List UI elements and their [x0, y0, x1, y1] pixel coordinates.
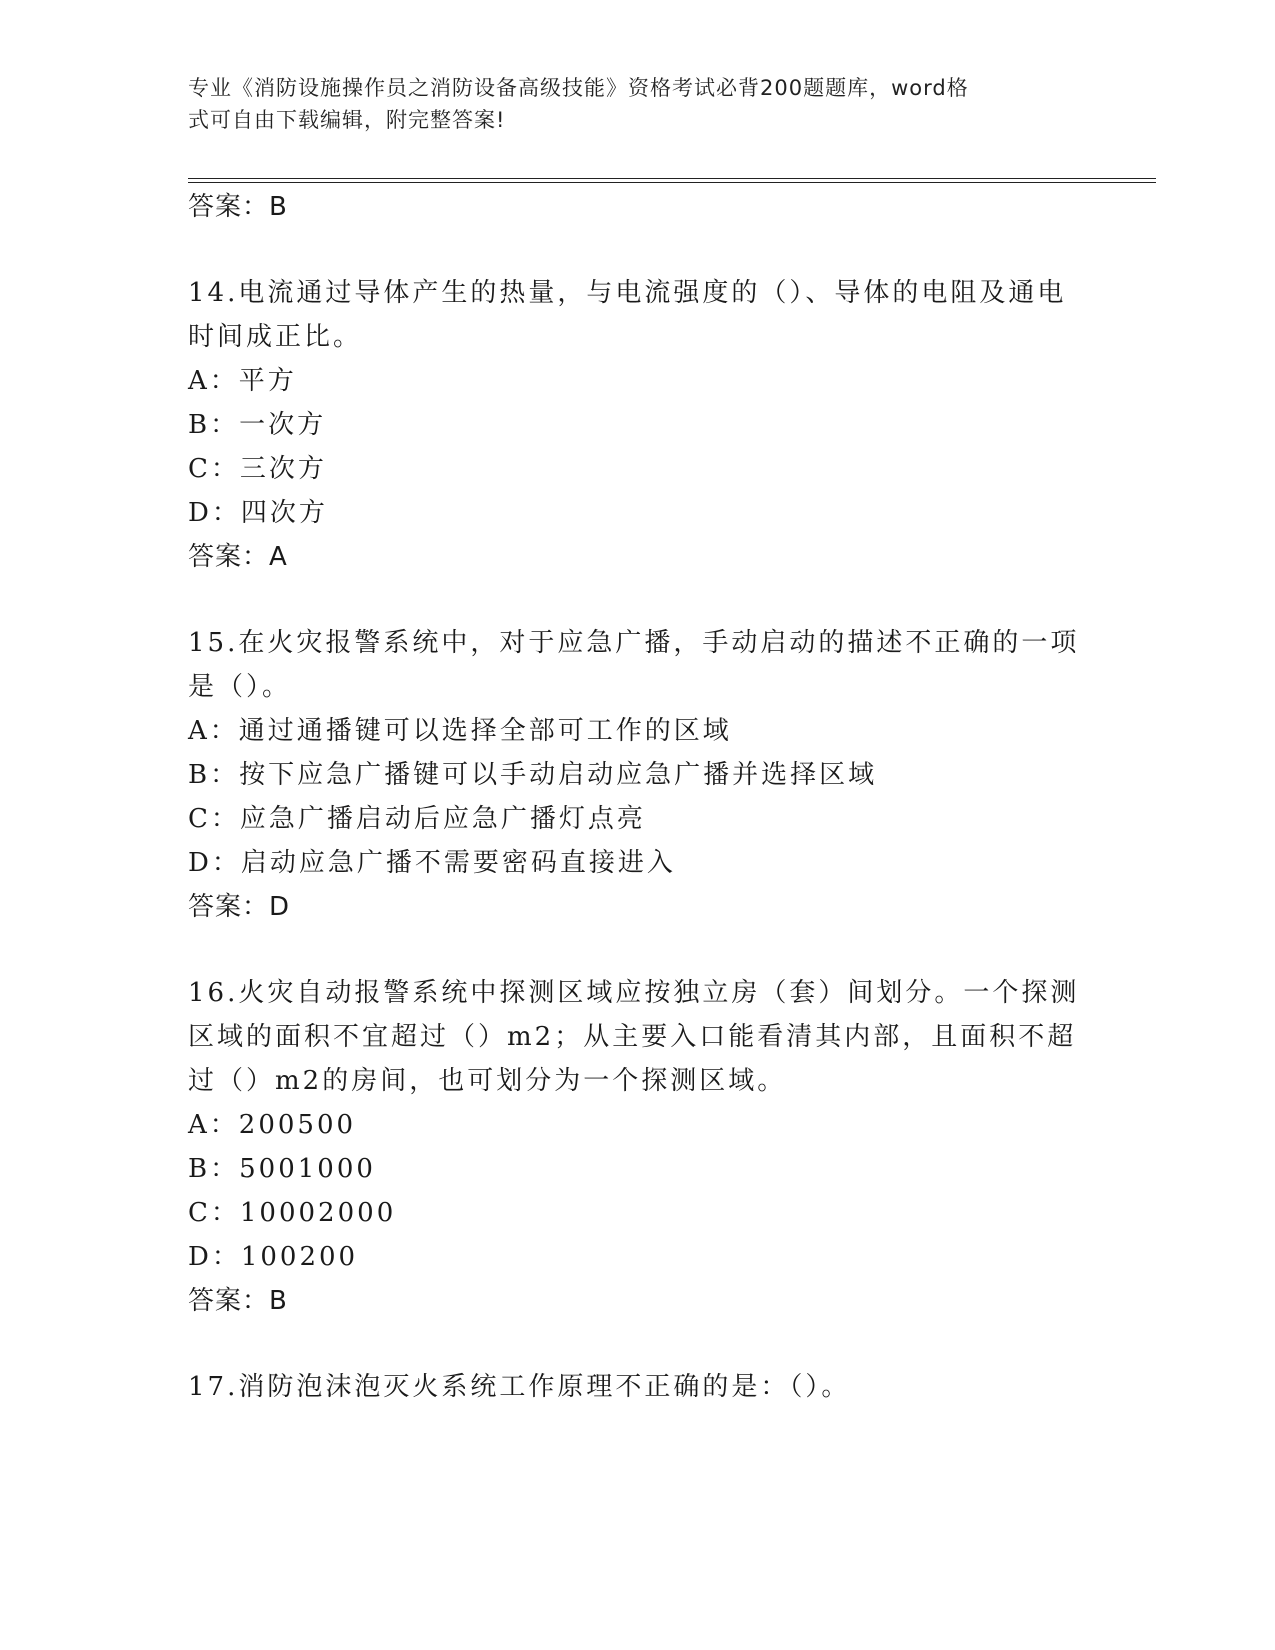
answer-line: 答案：D	[188, 892, 291, 922]
option-c: C：三次方	[188, 454, 327, 484]
option-b: B：5001000	[188, 1154, 376, 1184]
option-a: A：200500	[188, 1110, 357, 1140]
document-header	[188, 72, 1068, 136]
option-a: A：通过通播键可以选择全部可工作的区域	[188, 716, 732, 746]
header-line-1: 专业《消防设施操作员之消防设备高级技能》资格考试必背200题题库，word格	[188, 76, 969, 100]
option-b: B：一次方	[188, 410, 327, 440]
question-stem: 16.火灾自动报警系统中探测区域应按独立房（套）间划分。一个探测	[188, 978, 1080, 1008]
header-divider	[188, 178, 1156, 183]
option-b: B：按下应急广播键可以手动启动应急广播并选择区域	[188, 760, 878, 790]
question-stem: 过（）m2的房间，也可划分为一个探测区域。	[188, 1066, 787, 1096]
question-stem: 时间成正比。	[188, 322, 363, 352]
answer-line: 答案：B	[188, 192, 288, 222]
option-a: A：平方	[188, 366, 297, 396]
question-stem: 15.在火灾报警系统中，对于应急广播，手动启动的描述不正确的一项	[188, 628, 1080, 658]
question-stem: 14.电流通过导体产生的热量，与电流强度的（）、导体的电阻及通电	[188, 278, 1067, 308]
option-d: D：100200	[188, 1242, 359, 1272]
option-d: D：四次方	[188, 498, 328, 528]
answer-line: 答案：A	[188, 542, 288, 572]
option-c: C：10002000	[188, 1198, 397, 1228]
question-stem: 区域的面积不宜超过（）m2；从主要入口能看清其内部，且面积不超	[188, 1022, 1077, 1052]
option-c: C：应急广播启动后应急广播灯点亮	[188, 804, 646, 834]
question-stem: 是（）。	[188, 672, 292, 702]
answer-line: 答案：B	[188, 1286, 288, 1316]
header-line-2: 式可自由下载编辑，附完整答案!	[188, 108, 506, 132]
question-stem: 17.消防泡沫泡灭火系统工作原理不正确的是：（）。	[188, 1372, 851, 1402]
option-d: D：启动应急广播不需要密码直接进入	[188, 848, 676, 878]
